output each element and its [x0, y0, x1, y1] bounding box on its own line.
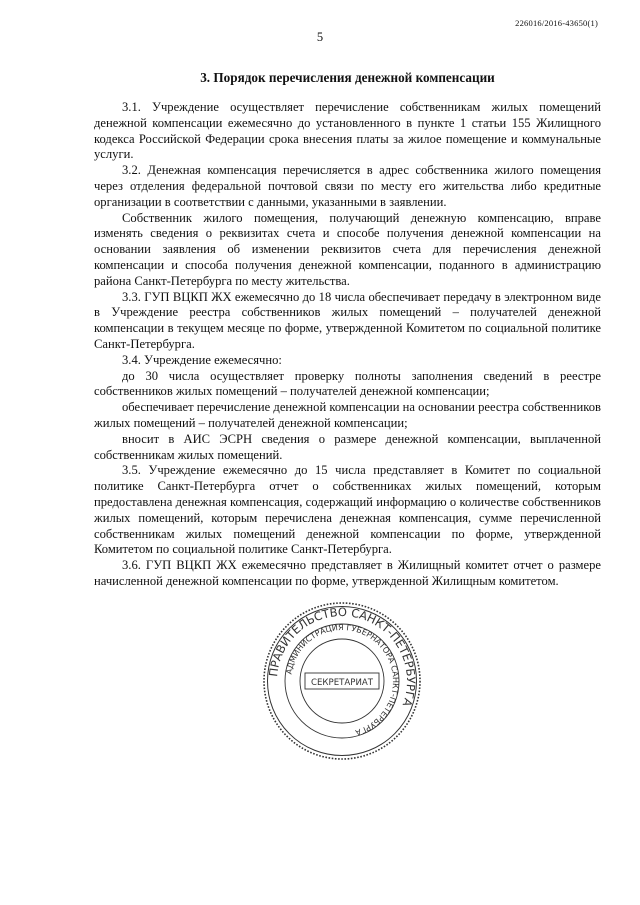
stamp-center-text: СЕКРЕТАРИАТ — [310, 678, 374, 688]
paragraph-3-5: 3.5. Учреждение ежемесячно до 15 числа представляет в Комитет по социальной политике Санкт-Петербурга отчет о собственниках жилых помещений, которым предоставлена денежная компенсация, содержащий информацию о количестве собственников жилых помещений, которым перечислена денежная компенсация, сумме перечисленной собственникам жилых помещений денежной компенсации по форме, утвержденной Комитетом по социальной политике Санкт-Петербурга. — [94, 463, 601, 557]
stamp-outer-path: ПРАВИТЕЛЬСТВО САНКТ-ПЕТЕРБУРГА — [266, 604, 419, 709]
paragraph-3-6: 3.6. ГУП ВЦКП ЖХ ежемесячно представляет в Жилищный комитет отчет о размере начисленной денежной компенсации по форме, утвержденной Жилищным комитетом. — [94, 558, 601, 588]
paragraph-3-3: 3.3. ГУП ВЦКП ЖХ ежемесячно до 18 числа обеспечивает передачу в электронном виде в Учреждение реестра собственников жилых помещений – получателей денежной компенсации в текущем месяце по форме, утвержденной Комитетом по социальной политике Санкт-Петербурга. — [94, 289, 601, 351]
stamp-inner-path: АДМИНИСТРАЦИЯ ГУБЕРНАТОРА САНКТ-ПЕТЕРБУРГА — [284, 622, 401, 738]
paragraph-owner-rights: Собственник жилого помещения, получающий денежную компенсацию, вправе изменять сведения о реквизитах счета и способе получения денежной компенсации на основании заявления об изменении реквизитов счета для перечисления денежной компенсации и способа получения денежной компенсации, поданного в администрацию района Санкт-Петербурга по месту жительства. — [94, 210, 601, 288]
document-id: 226016/2016-43650(1) — [515, 18, 598, 28]
paragraph-3-4: 3.4. Учреждение ежемесячно: — [122, 352, 282, 367]
paragraph-3-4-item-1: до 30 числа осуществляет проверку полноты заполнения сведений в реестре собственников жилых помещений – получателей денежной компенсации; — [94, 368, 601, 399]
paragraph-3-4-item-2: обеспечивает перечисление денежной компенсации на основании реестра собственников жилых помещений – получателей денежной компенсации; — [94, 400, 601, 430]
section-body — [94, 100, 601, 590]
page-number: 5 — [316, 30, 324, 44]
seal-stamp — [261, 600, 423, 762]
paragraph-3-2: 3.2. Денежная компенсация перечисляется в адрес собственника жилого помещения через отделения федеральной почтовой связи по месту его жительства либо кредитные организации в соответствии с данными, указанными в заявлении. — [94, 163, 601, 209]
paragraph-3-4-item-3: вносит в АИС ЭСРН сведения о размере денежной компенсации, выплаченной собственникам жилых помещений. — [94, 431, 601, 462]
section-title: 3. Порядок перечисления денежной компенсации — [200, 70, 495, 85]
paragraph-3-1: 3.1. Учреждение осуществляет перечисление собственникам жилых помещений денежной компенсации ежемесячно до установленного в пункте 1 статьи 155 Жилищного кодекса Российской Федерации срока внесения платы за жилое помещение и коммунальные услуги. — [94, 100, 601, 162]
